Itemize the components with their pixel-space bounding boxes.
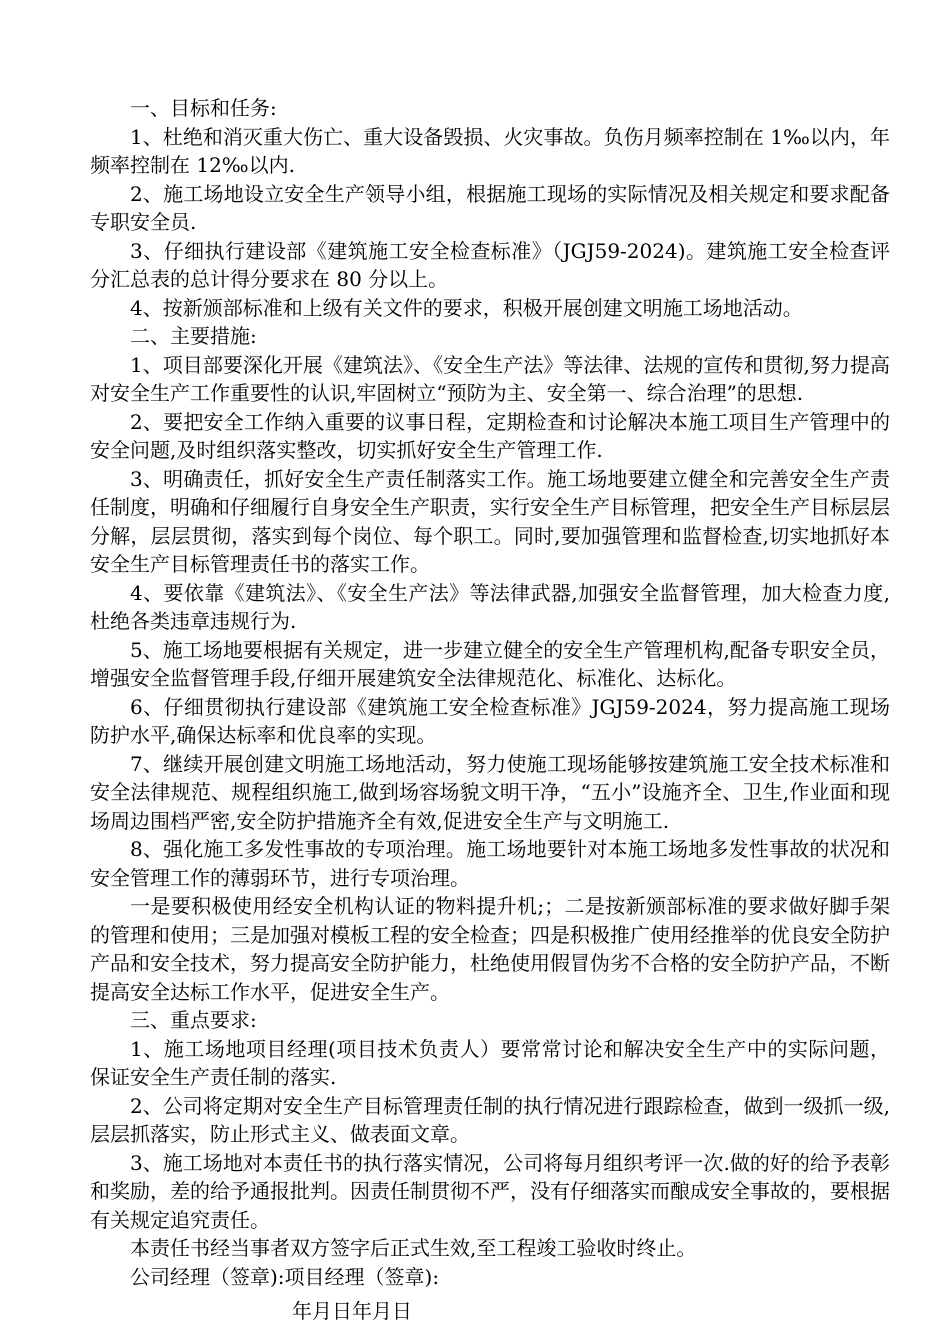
measure-item-2: 2、要把安全工作纳入重要的议事日程，定期检查和讨论解决本施工项目生产管理中的安全问题,及时组织落实整改，切实抓好安全生产管理工作. bbox=[90, 409, 890, 462]
measure-item-7: 7、继续开展创建文明施工场地活动，努力使施工现场能够按建筑施工安全技术标准和安全法律规范、规程组织施工,做到场容场貌文明干净，“五小”设施齐全、卫生,作业面和现场周边围档严密,安全防护措施齐全有效,促进安全生产与文明施工. bbox=[90, 751, 890, 833]
section-heading-goals: 一、目标和任务: bbox=[130, 96, 277, 120]
measure-item-8: 8、强化施工多发性事故的专项治理。施工场地要针对本施工场地多发性事故的状况和安全管理工作的薄弱环节，进行专项治理。 bbox=[90, 837, 890, 890]
signature-line: 公司经理（签章):项目经理（签章): bbox=[130, 1264, 440, 1289]
measure-item-6: 6、仔细贯彻执行建设部《建筑施工安全检查标准》JGJ59-2024，努力提高施工现场防护水平,确保达标率和优良率的实现。 bbox=[90, 694, 890, 747]
goal-item-3: 3、仔细执行建设部《建筑施工安全检查标准》（JGJ59-2024)。建筑施工安全检查评分汇总表的总计得分要求在 80 分以上。 bbox=[90, 238, 890, 291]
document-body bbox=[90, 94, 890, 1326]
effective-clause: 本责任书经当事者双方签字后正式生效,至工程竣工验收时终止。 bbox=[130, 1236, 697, 1260]
requirement-item-2: 2、公司将定期对安全生产目标管理责任制的执行情况进行跟踪检查，做到一级抓一级,层层抓落实，防止形式主义、做表面文章。 bbox=[90, 1093, 890, 1146]
signature-date: 年月日年月日 bbox=[292, 1299, 412, 1323]
goal-item-2: 2、施工场地设立安全生产领导小组，根据施工现场的实际情况及相关规定和要求配备专职安全员. bbox=[90, 181, 890, 234]
goal-item-1: 1、杜绝和消灭重大伤亡、重大设备毁损、火灾事故。负伤月频率控制在 1‰以内，年频率控制在 12‰以内. bbox=[90, 124, 890, 177]
goal-item-4: 4、按新颁部标准和上级有关文件的要求，积极开展创建文明施工场地活动。 bbox=[130, 295, 803, 320]
measure-item-5: 5、施工场地要根据有关规定，进一步建立健全的安全生产管理机构,配备专职安全员，增强安全监督管理手段,仔细开展建筑安全法律规范化、标准化、达标化。 bbox=[90, 637, 890, 690]
measure-item-8-detail: 一是要积极使用经安全机构认证的物料提升机;；二是按新颁部标准的要求做好脚手架的管理和使用；三是加强对模板工程的安全检查；四是积极推广使用经推举的优良安全防护产品和安全技术，努力提高安全防护能力，杜绝使用假冒伪劣不合格的安全防护产品，不断提高安全达标工作水平，促进安全生产。 bbox=[90, 894, 890, 1004]
measure-item-1: 1、项目部要深化开展《建筑法》、《安全生产法》等法律、法规的宣传和贯彻,努力提高对安全生产工作重要性的认识,牢固树立“预防为主、安全第一、综合治理”的思想. bbox=[90, 352, 890, 405]
measure-item-3: 3、明确责任，抓好安全生产责任制落实工作。施工场地要建立健全和完善安全生产责任制度，明确和仔细履行自身安全生产职责，实行安全生产目标管理，把安全生产目标层层分解，层层贯彻，落实到每个岗位、每个职工。同时,要加强管理和监督检查,切实地抓好本安全生产目标管理责任书的落实工作。 bbox=[90, 466, 890, 576]
section-heading-measures: 二、主要措施: bbox=[130, 324, 257, 348]
requirement-item-1: 1、施工场地项目经理(项目技术负责人）要常常讨论和解决安全生产中的实际问题，保证安全生产责任制的落实. bbox=[90, 1036, 890, 1089]
section-heading-requirements: 三、重点要求: bbox=[130, 1008, 257, 1032]
measure-item-4: 4、要依靠《建筑法》、《安全生产法》等法律武器,加强安全监督管理，加大检查力度,杜绝各类违章违规行为. bbox=[90, 580, 890, 633]
requirement-item-3: 3、施工场地对本责任书的执行落实情况，公司将每月组织考评一次.做的好的给予表彰和奖励，差的给予通报批判。因责任制贯彻不严，没有仔细落实而酿成安全事故的，要根据有关规定追究责任。 bbox=[90, 1150, 890, 1232]
